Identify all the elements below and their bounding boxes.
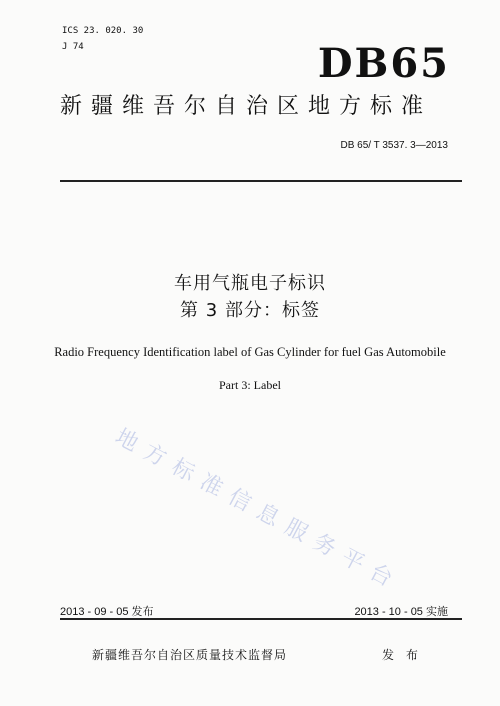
top-divider — [60, 180, 462, 182]
english-part-title: Part 3: Label — [219, 378, 281, 392]
issuing-authority: 新疆维吾尔自治区质量技术监督局 — [92, 648, 288, 662]
watermark: 地方标准信息服务平台 — [110, 424, 406, 597]
bottom-divider — [60, 618, 462, 620]
classification-code: J 74 — [62, 42, 84, 52]
standard-number: DB 65/ T 3537. 3—2013 — [340, 140, 448, 151]
english-title: Radio Frequency Identification label of Gas Cylinder for fuel Gas Automobile — [54, 345, 446, 359]
standard-type-title: 新疆维吾尔自治区地方标准 — [60, 94, 433, 119]
issue-date: 2013 - 09 - 05 发布 — [60, 606, 154, 618]
ics-code: ICS 23. 020. 30 — [62, 26, 144, 36]
chinese-title-line2: 第 3 部分：标签 — [180, 300, 320, 321]
chinese-title-line1: 车用气瓶电子标识 — [174, 273, 326, 294]
implementation-date: 2013 - 10 - 05 实施 — [354, 606, 448, 618]
publish-label: 发 布 — [382, 648, 422, 662]
db65-logo: DB65 — [317, 40, 450, 87]
